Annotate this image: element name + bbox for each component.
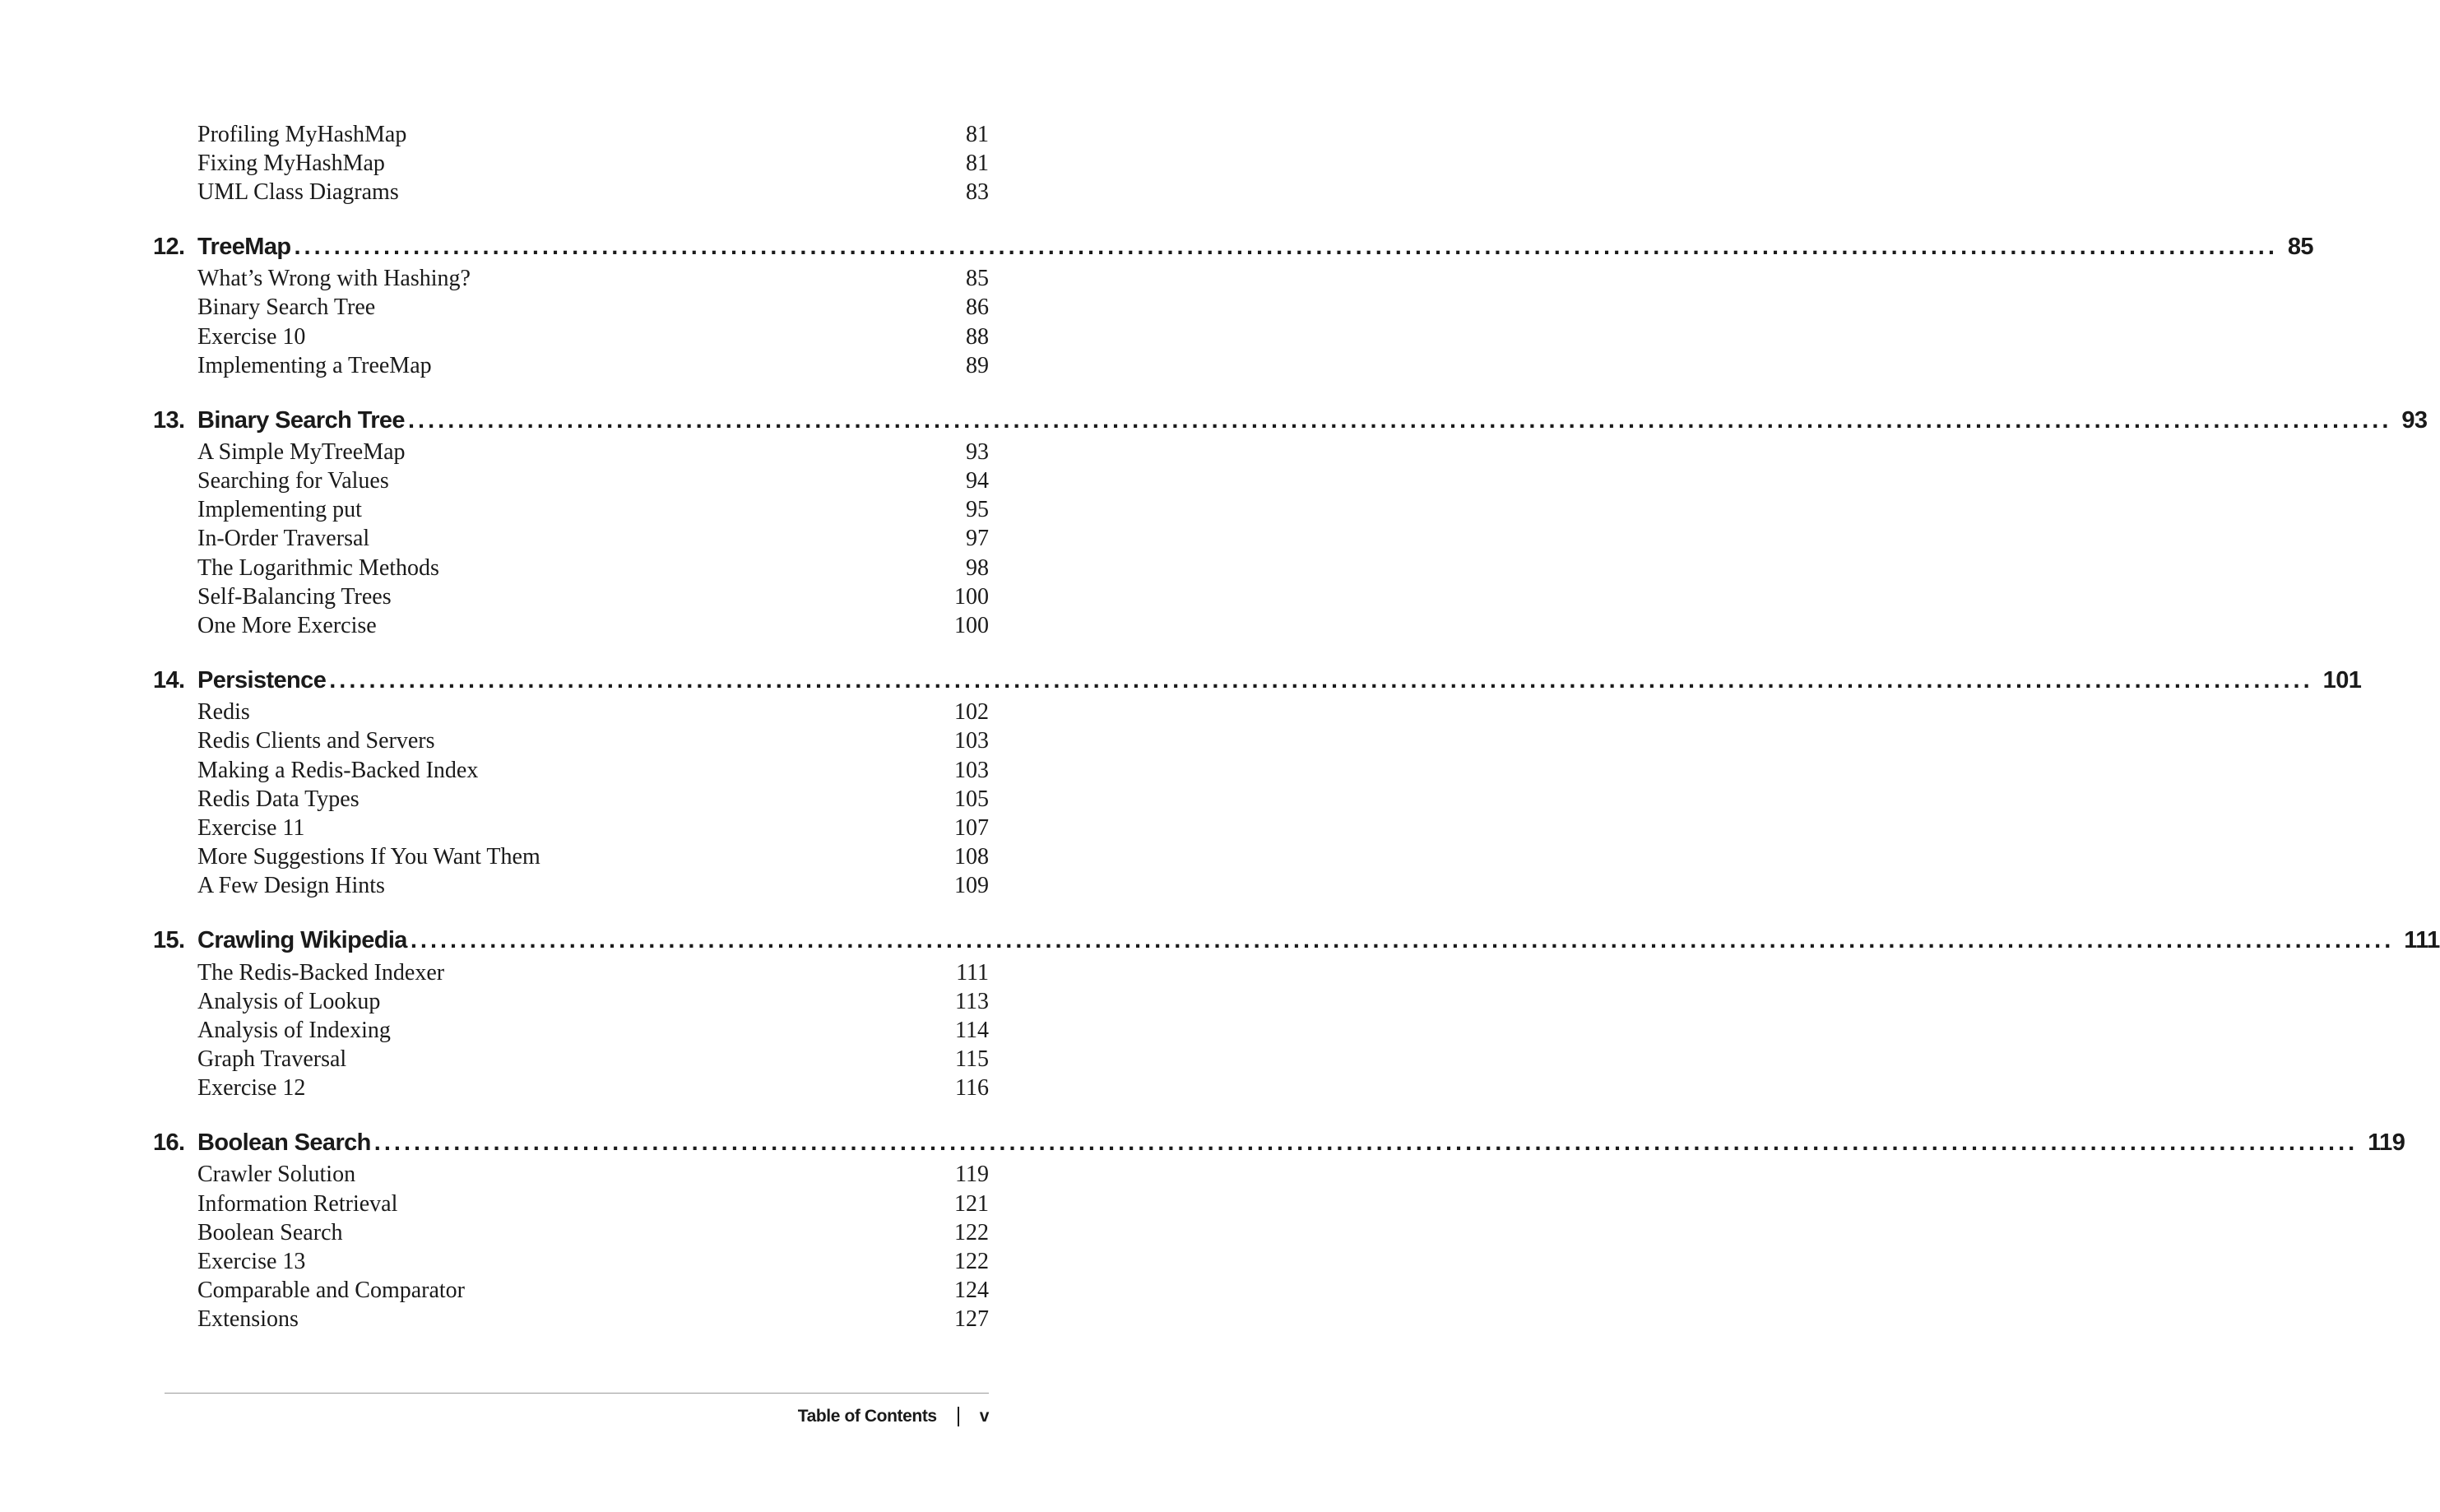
dot-leader: ........................................................................................................................................................................................................ bbox=[410, 927, 2395, 954]
page-number: v bbox=[979, 1407, 989, 1426]
chapter-title: Boolean Search bbox=[197, 1129, 371, 1157]
section-page: 97 bbox=[966, 526, 989, 552]
section-page: 113 bbox=[955, 988, 989, 1014]
toc-section-row[interactable] bbox=[153, 1046, 989, 1074]
section-page: 88 bbox=[966, 323, 989, 350]
section-title: Exercise 10 bbox=[197, 323, 306, 350]
toc-section-row[interactable] bbox=[153, 496, 989, 525]
chapter-title: Binary Search Tree bbox=[197, 406, 405, 434]
section-page: 107 bbox=[954, 814, 989, 841]
section-page: 95 bbox=[966, 497, 989, 523]
toc-section-row[interactable] bbox=[153, 872, 989, 901]
section-page: 85 bbox=[966, 266, 989, 292]
section-title: Crawler Solution bbox=[197, 1162, 356, 1188]
footer-divider bbox=[165, 1393, 989, 1394]
section-page: 83 bbox=[966, 179, 989, 205]
section-title: Analysis of Lookup bbox=[197, 988, 381, 1014]
chapter-page: 85 bbox=[2287, 234, 2313, 261]
chapter-title: Crawling Wikipedia bbox=[197, 927, 407, 954]
section-page: 108 bbox=[954, 844, 989, 870]
section-page: 100 bbox=[954, 613, 989, 639]
chapter-group bbox=[153, 230, 2313, 381]
toc-chapter-row[interactable] bbox=[153, 230, 2313, 265]
section-page: 114 bbox=[955, 1017, 989, 1043]
toc-section-row[interactable] bbox=[153, 987, 989, 1016]
section-title: A Simple MyTreeMap bbox=[197, 438, 406, 465]
section-title: UML Class Diagrams bbox=[197, 179, 399, 205]
toc-section-row[interactable] bbox=[153, 1016, 989, 1045]
table-of-contents bbox=[153, 120, 2440, 1334]
toc-section-row[interactable] bbox=[153, 351, 989, 380]
section-title: Exercise 11 bbox=[197, 814, 305, 841]
toc-section-row[interactable] bbox=[153, 814, 989, 842]
toc-section-row[interactable] bbox=[153, 1247, 989, 1276]
toc-section-row[interactable] bbox=[153, 294, 989, 322]
toc-section-row[interactable] bbox=[153, 1074, 989, 1103]
toc-section-row[interactable] bbox=[153, 1161, 989, 1190]
chapter-number: 14. bbox=[153, 667, 185, 694]
section-title: Extensions bbox=[197, 1306, 299, 1333]
toc-section-row[interactable] bbox=[153, 756, 989, 785]
dot-leader: ........................................................................................................................................................................................................ bbox=[407, 406, 2392, 434]
section-page: 103 bbox=[954, 728, 989, 754]
toc-section-row[interactable] bbox=[153, 843, 989, 872]
chapter-group bbox=[153, 924, 2440, 1103]
chapter-page: 111 bbox=[2404, 927, 2440, 954]
section-title: Exercise 12 bbox=[197, 1075, 306, 1102]
toc-section-row[interactable] bbox=[153, 611, 989, 640]
section-title: Making a Redis-Backed Index bbox=[197, 757, 479, 783]
section-title: Comparable and Comparator bbox=[197, 1278, 466, 1304]
toc-chapter-row[interactable] bbox=[153, 1126, 2405, 1161]
section-page: 124 bbox=[954, 1278, 989, 1304]
section-page: 127 bbox=[954, 1306, 989, 1333]
section-title: Graph Traversal bbox=[197, 1046, 347, 1073]
section-title: Boolean Search bbox=[197, 1219, 343, 1245]
toc-section-row[interactable] bbox=[153, 525, 989, 554]
section-title: Fixing MyHashMap bbox=[197, 150, 385, 176]
toc-section-row[interactable] bbox=[153, 178, 989, 206]
leading-sections bbox=[153, 120, 989, 207]
section-title: A Few Design Hints bbox=[197, 873, 385, 899]
toc-section-row[interactable] bbox=[153, 554, 989, 582]
toc-chapter-row[interactable] bbox=[153, 403, 2428, 438]
toc-section-row[interactable] bbox=[153, 1190, 989, 1218]
section-page: 103 bbox=[954, 757, 989, 783]
section-page: 102 bbox=[954, 699, 989, 726]
running-footer-title: Table of Contents bbox=[797, 1407, 937, 1426]
toc-section-row[interactable] bbox=[153, 322, 989, 351]
toc-section-row[interactable] bbox=[153, 467, 989, 496]
toc-section-row[interactable] bbox=[153, 1218, 989, 1247]
toc-section-row[interactable] bbox=[153, 958, 989, 987]
chapter-number: 13. bbox=[153, 406, 185, 434]
section-page: 115 bbox=[955, 1046, 989, 1073]
chapter-title: TreeMap bbox=[197, 234, 291, 261]
dot-leader: ........................................................................................................................................................................................................ bbox=[373, 1129, 2359, 1157]
section-title: Redis Data Types bbox=[197, 786, 360, 812]
section-title: Binary Search Tree bbox=[197, 295, 376, 321]
toc-section-row[interactable] bbox=[153, 698, 989, 727]
toc-section-row[interactable] bbox=[153, 438, 989, 466]
section-page: 109 bbox=[954, 873, 989, 899]
section-page: 93 bbox=[966, 438, 989, 465]
section-page: 86 bbox=[966, 295, 989, 321]
footer-separator bbox=[958, 1407, 959, 1426]
section-title: What’s Wrong with Hashing? bbox=[197, 266, 471, 292]
section-page: 94 bbox=[966, 468, 989, 494]
section-page: 81 bbox=[966, 150, 989, 176]
section-page: 116 bbox=[955, 1075, 989, 1102]
toc-chapter-row[interactable] bbox=[153, 664, 2362, 698]
chapter-page: 93 bbox=[2401, 406, 2428, 434]
section-title: Profiling MyHashMap bbox=[197, 121, 407, 147]
section-page: 100 bbox=[954, 583, 989, 610]
section-page: 119 bbox=[955, 1162, 989, 1188]
section-title: The Redis-Backed Indexer bbox=[197, 959, 445, 986]
toc-section-row[interactable] bbox=[153, 265, 989, 294]
chapter-number: 16. bbox=[153, 1129, 185, 1157]
section-title: Redis Clients and Servers bbox=[197, 728, 435, 754]
section-title: Searching for Values bbox=[197, 468, 389, 494]
page-footer bbox=[798, 1402, 989, 1431]
section-page: 98 bbox=[966, 554, 989, 581]
section-title: Information Retrieval bbox=[197, 1190, 398, 1217]
section-title: The Logarithmic Methods bbox=[197, 554, 439, 581]
chapter-page: 101 bbox=[2322, 667, 2362, 694]
section-title: In-Order Traversal bbox=[197, 526, 370, 552]
chapter-number: 12. bbox=[153, 234, 185, 261]
section-page: 111 bbox=[956, 959, 989, 986]
chapter-group bbox=[153, 403, 2428, 640]
toc-section-row[interactable] bbox=[153, 1306, 989, 1334]
section-title: More Suggestions If You Want Them bbox=[197, 844, 540, 870]
chapter-page: 119 bbox=[2368, 1129, 2405, 1157]
toc-section-row[interactable] bbox=[153, 582, 989, 611]
section-title: One More Exercise bbox=[197, 613, 377, 639]
section-page: 121 bbox=[954, 1190, 989, 1217]
dot-leader: ........................................................................................................................................................................................................ bbox=[294, 234, 2278, 261]
section-page: 81 bbox=[966, 121, 989, 147]
toc-section-row[interactable] bbox=[153, 727, 989, 756]
toc-section-row[interactable] bbox=[153, 149, 989, 178]
section-page: 105 bbox=[954, 786, 989, 812]
toc-section-row[interactable] bbox=[153, 785, 989, 814]
toc-section-row[interactable] bbox=[153, 1277, 989, 1306]
section-title: Implementing put bbox=[197, 497, 362, 523]
chapter-group bbox=[153, 664, 2362, 901]
section-title: Self-Balancing Trees bbox=[197, 583, 392, 610]
section-page: 122 bbox=[954, 1219, 989, 1245]
section-page: 89 bbox=[966, 352, 989, 378]
toc-chapter-row[interactable] bbox=[153, 924, 2440, 958]
chapter-title: Persistence bbox=[197, 667, 327, 694]
section-title: Implementing a TreeMap bbox=[197, 352, 432, 378]
dot-leader: ........................................................................................................................................................................................................ bbox=[329, 667, 2313, 694]
section-title: Redis bbox=[197, 699, 250, 726]
chapter-number: 15. bbox=[153, 927, 185, 954]
section-title: Analysis of Indexing bbox=[197, 1017, 391, 1043]
section-page: 122 bbox=[954, 1249, 989, 1275]
toc-section-row[interactable] bbox=[153, 120, 989, 149]
section-title: Exercise 13 bbox=[197, 1249, 306, 1275]
chapter-group bbox=[153, 1126, 2405, 1334]
